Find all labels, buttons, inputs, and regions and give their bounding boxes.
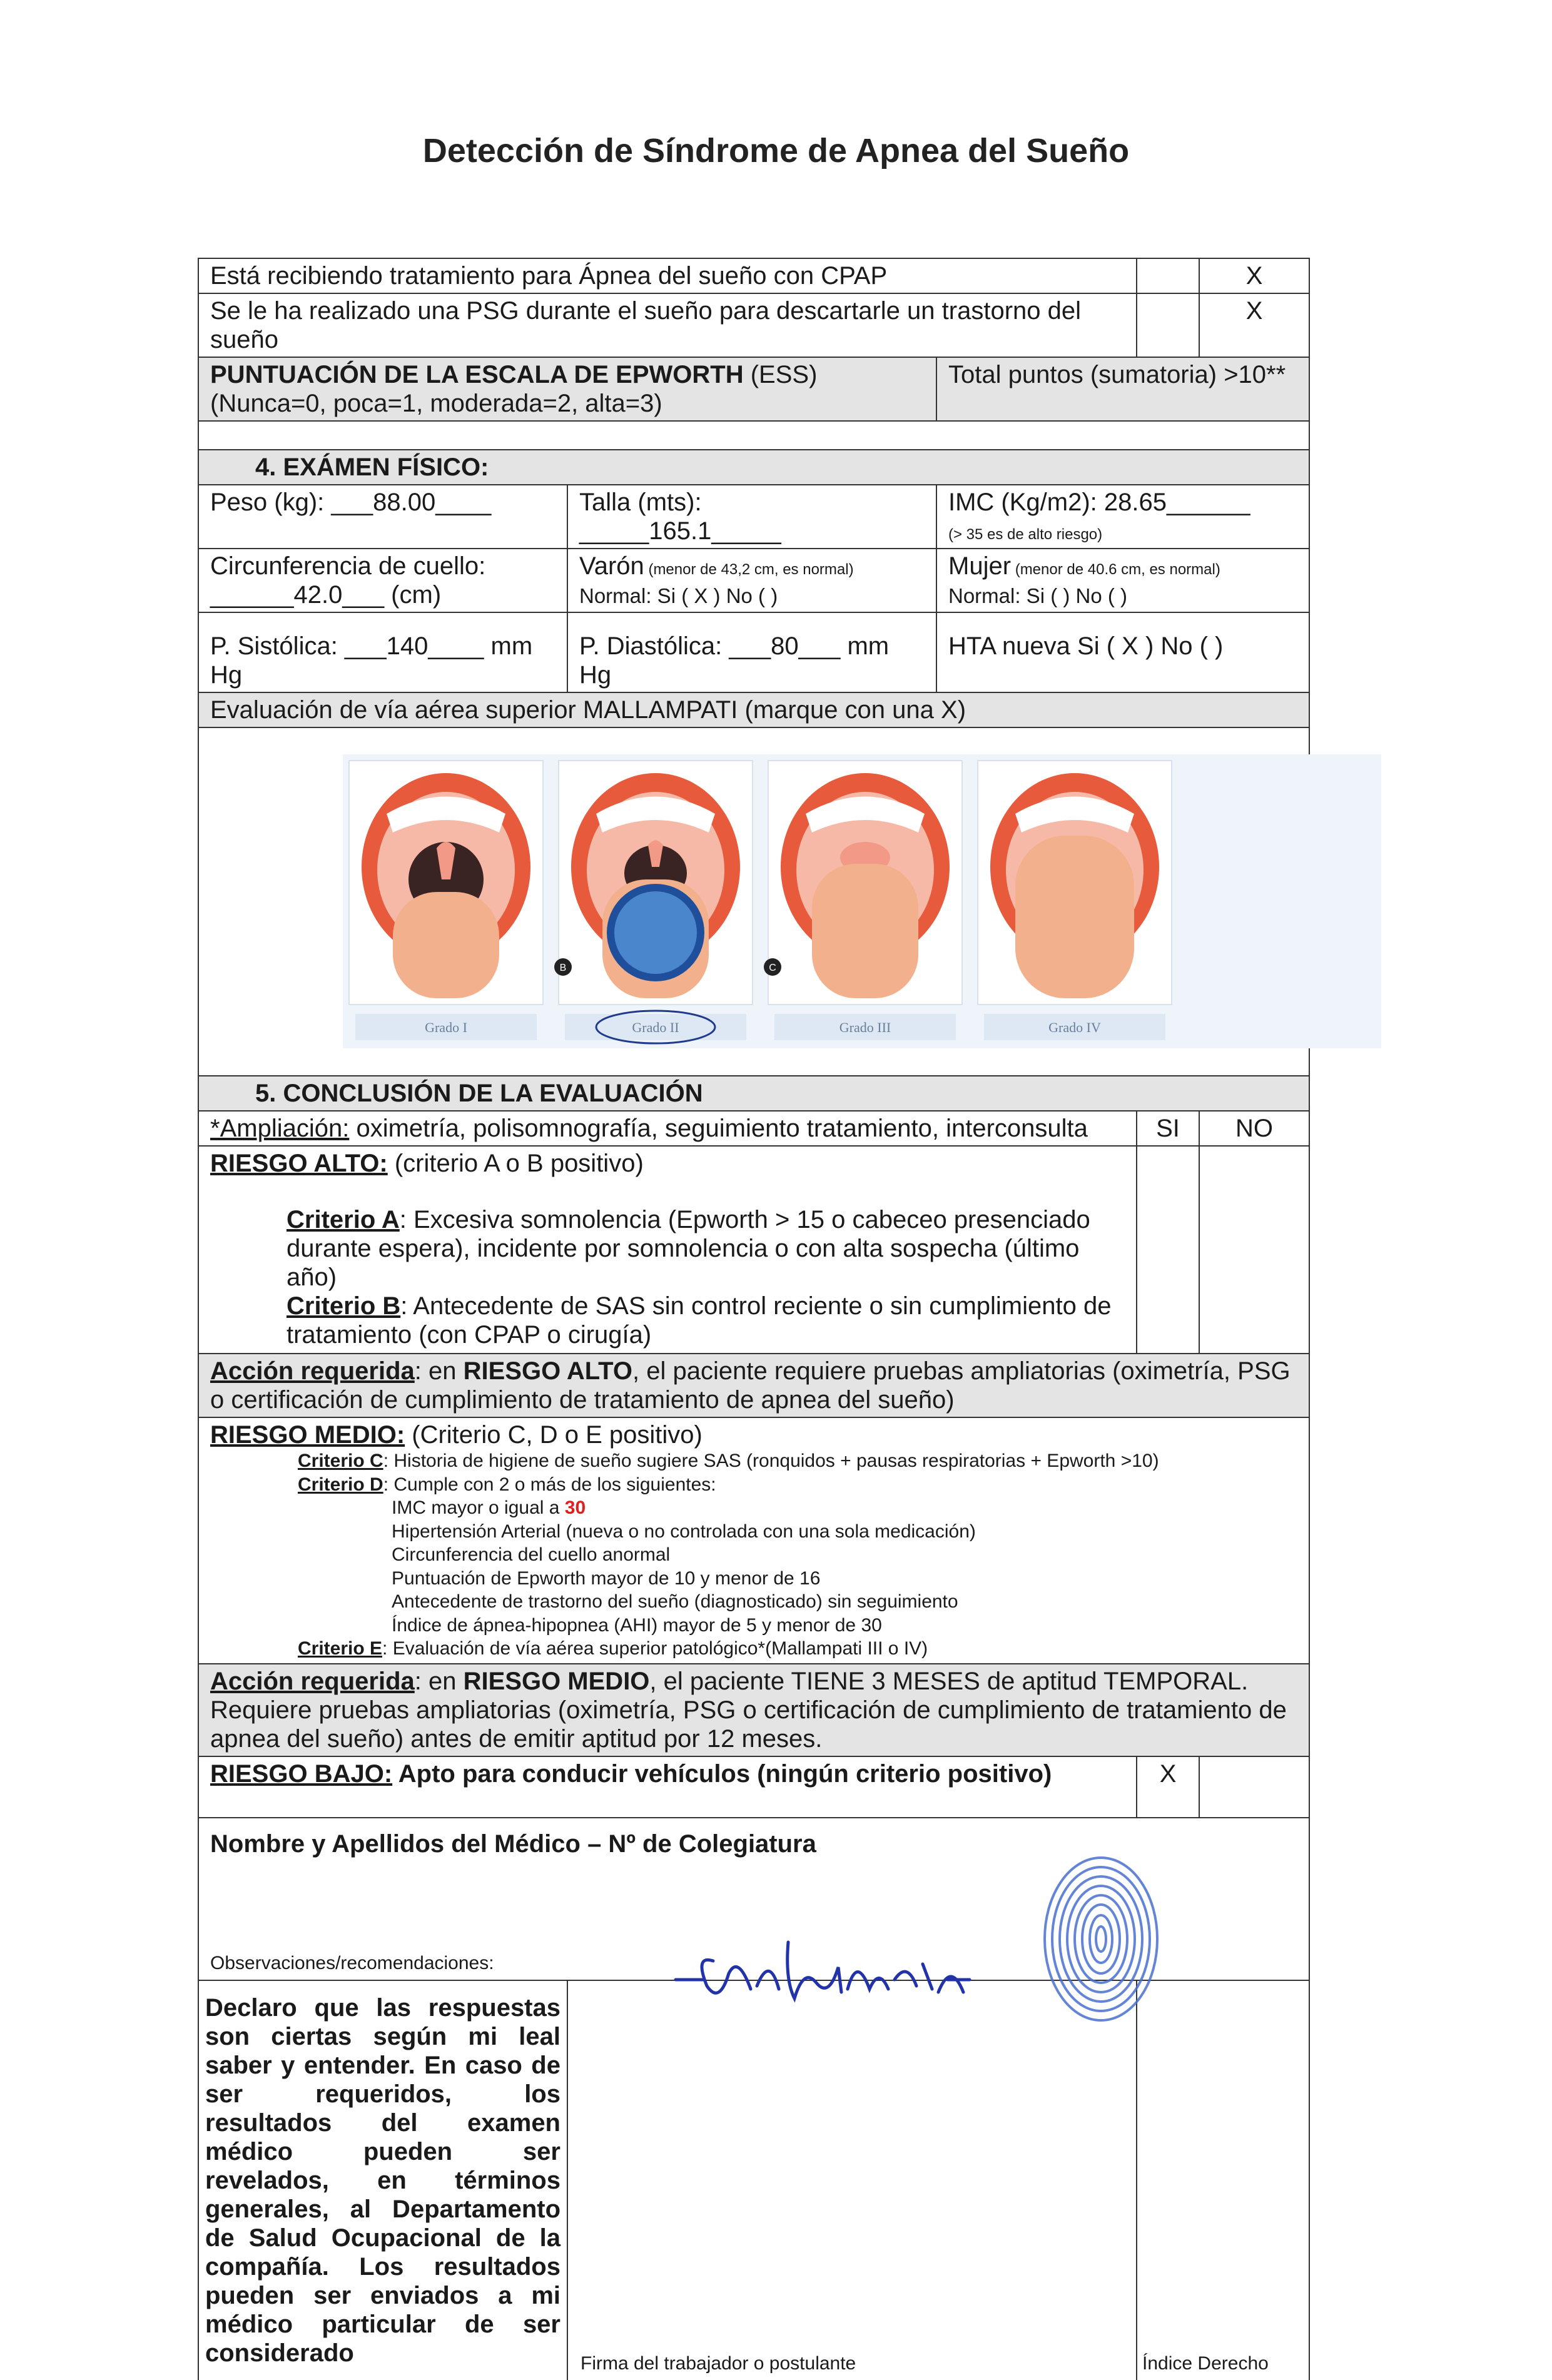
imc-note: (> 35 es de alto riesgo) (948, 526, 1103, 543)
conclusion-heading: 5. CONCLUSIÓN DE LA EVALUACIÓN (198, 1076, 1309, 1111)
epworth-title-suffix: (ESS) (743, 361, 818, 388)
observaciones-label: Observaciones/recomendaciones: (210, 1953, 494, 1973)
talla-label: Talla (mts): (579, 489, 702, 516)
epworth-total[interactable]: Total puntos (sumatoria) >10** (936, 357, 1309, 421)
accion-medio-label: Acción requerida (210, 1667, 415, 1695)
mallampati-grade-1-image[interactable] (349, 761, 543, 1005)
riesgo-bajo-label: RIESGO BAJO: (210, 1760, 393, 1788)
apnea-form (198, 258, 1310, 2380)
criterio-b-label: Criterio B (287, 1292, 401, 1320)
criterio-d-item: Puntuación de Epworth mayor de 10 y menor de 16 (392, 1567, 821, 1589)
riesgo-bajo-text: Apto para conducir vehículos (ningún criterio positivo) (392, 1760, 1052, 1788)
criterio-c-label: Criterio C (298, 1451, 383, 1471)
mallampati-heading: Evaluación de vía aérea superior MALLAMPATI (marque con una X) (198, 692, 1309, 727)
criterio-b-text: : Antecedente de SAS sin control reciente o sin cumplimiento de tratamiento (con CPAP o cirugía) (287, 1292, 1112, 1349)
accion-medio-row (198, 1664, 1309, 1756)
accion-medio-bold: RIESGO MEDIO (463, 1667, 650, 1695)
cpap-mark[interactable]: X (1199, 258, 1309, 293)
criterio-d-item: Circunferencia del cuello anormal (392, 1544, 671, 1565)
imc-threshold: 30 (564, 1497, 586, 1518)
signature-label: Firma del trabajador o postulante (581, 2353, 856, 2374)
epworth-scale: (Nunca=0, poca=1, moderada=2, alta=3) (210, 390, 662, 417)
marker-b: B (559, 963, 567, 973)
cuello-value: ______42.0___ (cm) (210, 581, 442, 609)
cpap-question: Está recibiendo tratamiento para Ápnea del sueño con CPAP (198, 258, 1137, 293)
criterios-alto (198, 1180, 1137, 1354)
criterio-d-label: Criterio D (298, 1474, 383, 1495)
no-header: NO (1199, 1111, 1309, 1146)
criterio-a-label: Criterio A (287, 1206, 400, 1233)
document-title: Detección de Síndrome de Apnea del Sueño (422, 132, 1130, 170)
accion-alto-pre: : en (414, 1357, 464, 1385)
hta-field[interactable]: HTA nueva Si ( X ) No ( ) (936, 612, 1309, 692)
criterio-e-text: : Evaluación de vía aérea superior patológico*(Mallampati III o IV) (382, 1638, 928, 1659)
varon-field[interactable] (567, 549, 936, 612)
grade-2-label[interactable]: Grado II (632, 1020, 679, 1035)
mujer-normal: Normal: Si ( ) No ( ) (948, 584, 1128, 607)
grade-4-label[interactable]: Grado IV (1048, 1020, 1101, 1035)
varon-label: Varón (579, 552, 644, 580)
imc-value: IMC (Kg/m2): 28.65______ (948, 489, 1250, 516)
riesgo-alto-row (198, 1146, 1137, 1180)
criterio-d-text: : Cumple con 2 o más de los siguientes: (383, 1474, 716, 1495)
criterio-e (298, 1637, 1297, 1661)
mujer-field[interactable] (936, 549, 1309, 612)
talla-field[interactable] (567, 485, 936, 549)
accion-alto-label: Acción requerida (210, 1357, 415, 1385)
exam-heading: 4. EXÁMEN FÍSICO: (198, 450, 1309, 485)
declaration-text: Declaro que las respuestas son ciertas según mi leal saber y entender. En caso de ser requeridos, los resultados del examen médico pueden ser revelados, en términos generales, al Departamento de Salud Ocupacional de la compañía. Los resultados pueden ser enviados a mi médico particular de ser considerado (198, 1980, 567, 2380)
ampliacion-text: oximetría, polisomnografía, seguimiento tratamiento, interconsulta (349, 1115, 1088, 1142)
diastolica-field[interactable]: P. Diastólica: ___80___ mm Hg (567, 612, 936, 692)
riesgo-medio-text: (Criterio C, D o E positivo) (405, 1421, 702, 1449)
marker-c: C (769, 963, 776, 973)
criterio-d-item-text: IMC mayor o igual a (392, 1497, 565, 1518)
criterio-d-item: Índice de ápnea-hipopnea (AHI) mayor de 5 y menor de 30 (392, 1614, 882, 1636)
riesgo-bajo-row (198, 1756, 1137, 1818)
criterio-e-label: Criterio E (298, 1638, 383, 1659)
epworth-title: PUNTUACIÓN DE LA ESCALA DE EPWORTH (210, 361, 744, 388)
mallampati-panel (198, 727, 1309, 1076)
mallampati-grade-4-image[interactable] (978, 761, 1172, 1005)
accion-medio-text: , el paciente TIENE 3 MESES de aptitud TEMPORAL. Requiere pruebas ampliatorias (oximetría, PSG o certificación de cumplimiento de tratamiento de apnea del sueño) antes de emitir aptitud por 12 meses. (210, 1667, 1287, 1753)
psg-question: Se le ha realizado una PSG durante el sueño para descartarle un trastorno del sueño (198, 293, 1137, 357)
ampliacion-row (198, 1111, 1137, 1146)
riesgo-bajo-no[interactable] (1199, 1756, 1309, 1818)
cuello-field[interactable] (198, 549, 567, 612)
mallampati-grade-2-image[interactable] (554, 761, 753, 1005)
accion-alto-row (198, 1354, 1309, 1417)
riesgo-alto-text: (criterio A o B positivo) (387, 1150, 644, 1177)
sistolica-field[interactable]: P. Sistólica: ___140____ mm Hg (198, 612, 567, 692)
riesgo-bajo-si[interactable]: X (1137, 1756, 1199, 1818)
grade-1-label[interactable]: Grado I (425, 1020, 467, 1035)
fingerprint-box[interactable] (1137, 1980, 1309, 2380)
signature-box[interactable] (567, 1980, 1137, 2380)
criterio-d-item: Hipertensión Arterial (nueva o no controlada con una sola medicación) (392, 1521, 976, 1542)
si-header: SI (1137, 1111, 1199, 1146)
criterio-d (298, 1473, 1297, 1497)
varon-note: (menor de 43,2 cm, es normal) (644, 561, 854, 578)
riesgo-alto-no[interactable] (1199, 1146, 1309, 1354)
criterio-d-item (298, 1496, 1297, 1520)
medico-label: Nombre y Apellidos del Médico – Nº de Colegiatura (210, 1830, 816, 1858)
mallampati-grade-3-image[interactable] (764, 761, 962, 1005)
psg-mark[interactable]: X (1199, 293, 1309, 357)
varon-normal: Normal: Si ( X ) No ( ) (579, 584, 778, 607)
criterios-medio (210, 1449, 1297, 1661)
ampliacion-label: *Ampliación: (210, 1115, 350, 1142)
accion-alto-bold: RIESGO ALTO (463, 1357, 632, 1385)
riesgo-medio-row (198, 1417, 1309, 1664)
cuello-label: Circunferencia de cuello: (210, 552, 486, 580)
handwritten-signature (669, 1930, 995, 2017)
fingerprint-label: Índice Derecho (1142, 2353, 1269, 2374)
criterio-d-item: Antecedente de trastorno del sueño (diagnosticado) sin seguimiento (392, 1591, 958, 1612)
mallampati-illustration (343, 754, 1381, 1048)
spacer-row (198, 421, 1309, 450)
riesgo-alto-label: RIESGO ALTO: (210, 1150, 388, 1177)
accion-medio-pre: : en (414, 1667, 464, 1695)
peso-field[interactable]: Peso (kg): ___88.00____ (198, 485, 567, 549)
criterio-c (298, 1449, 1297, 1473)
imc-field[interactable] (936, 485, 1309, 549)
talla-value: _____165.1_____ (579, 517, 781, 545)
criterio-a (287, 1205, 1125, 1292)
criterio-a-text: : Excesiva somnolencia (Epworth > 15 o cabeceo presenciado durante espera), incidente por somnolencia o con alta sospecha (último año) (287, 1206, 1090, 1291)
grade-3-label[interactable]: Grado III (839, 1020, 891, 1035)
mujer-label: Mujer (948, 552, 1012, 580)
accion-alto-text: , el paciente requiere pruebas ampliatorias (oximetría, PSG o certificación de cumplimiento de tratamiento de apnea del sueño) (210, 1357, 1291, 1414)
riesgo-medio-label: RIESGO MEDIO: (210, 1421, 405, 1449)
epworth-header (198, 357, 936, 421)
criterio-b (287, 1292, 1125, 1349)
criterio-c-text: : Historia de higiene de sueño sugiere SAS (ronquidos + pausas respiratorias + Epworth >10) (383, 1451, 1159, 1471)
mujer-note: (menor de 40.6 cm, es normal) (1011, 561, 1220, 578)
fingerprint-image (1038, 1851, 1164, 2033)
riesgo-alto-si[interactable] (1137, 1146, 1199, 1354)
